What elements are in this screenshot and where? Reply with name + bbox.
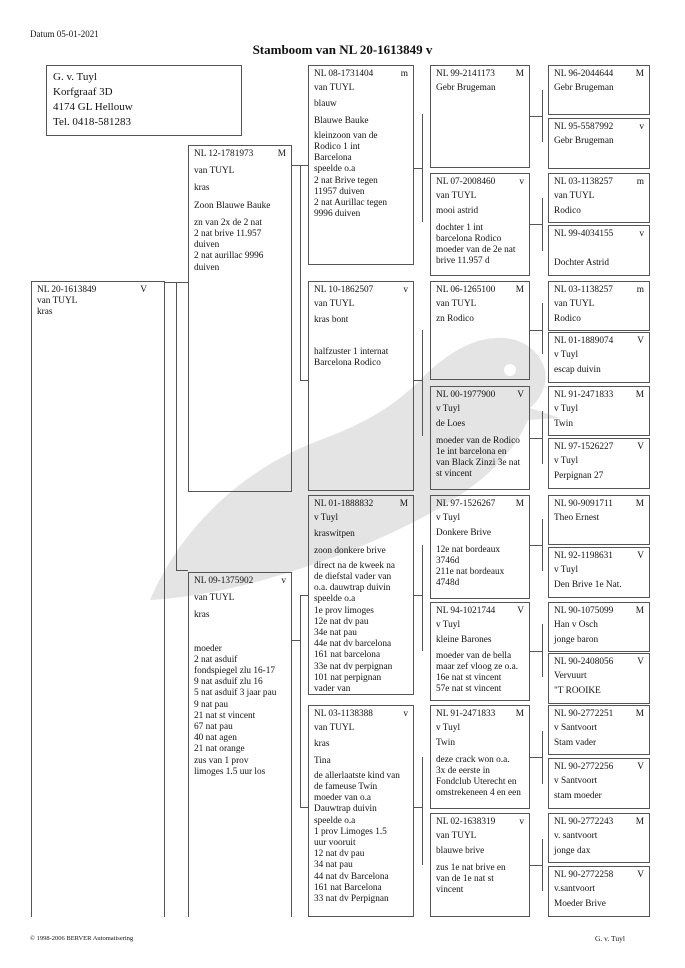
- breeder: van TUYL: [194, 593, 235, 604]
- breeder: v Tuyl: [436, 404, 461, 415]
- color: kleine Barones: [436, 635, 492, 646]
- owner-name: G. v. Tuyl: [53, 71, 97, 83]
- sex: M: [399, 499, 408, 509]
- sex: V: [517, 606, 524, 616]
- sex: M: [515, 499, 524, 509]
- subject-ring: NL 20-1613849: [37, 285, 97, 295]
- line-1: Theo Ernest: [554, 513, 600, 524]
- gen4-box-7: [548, 386, 650, 436]
- gen4-box-5: [548, 281, 650, 331]
- color: kras: [314, 739, 330, 750]
- pigeon-name: zoon donkere brive: [314, 545, 386, 556]
- date-label: Datum 05-01-2021: [30, 29, 99, 39]
- subject-sex: V: [140, 285, 147, 295]
- breeder: v Tuyl: [436, 723, 461, 734]
- ring: NL 91-2471833: [554, 390, 614, 400]
- line-2: Rodico: [554, 314, 581, 325]
- line-1: v Tuyl: [554, 404, 579, 415]
- gen4-box-4: [548, 225, 650, 276]
- color: kraswitpen: [314, 529, 355, 540]
- ring: NL 90-2772258: [554, 870, 614, 880]
- line-2: Moeder Brive: [554, 899, 606, 910]
- sex: M: [277, 149, 286, 159]
- sex: M: [635, 69, 644, 79]
- ring: NL 90-2772243: [554, 817, 614, 827]
- sex: v: [403, 709, 408, 719]
- breeder: van TUYL: [436, 831, 477, 842]
- breeder: Gebr Brugeman: [436, 83, 496, 94]
- footer-owner: G. v. Tuyl: [595, 934, 625, 943]
- sex: v: [403, 285, 408, 295]
- gen1-mother-box: [188, 572, 292, 917]
- breeder: v Tuyl: [314, 513, 339, 524]
- remark: direct na de kweek na de diefstal vader van o.a. dauwtrap duivin speelde o.a 1e prov limoges 12e nat dv pau 34e nat pau 44e nat dv barcelona 161 nat barcelona 33e nat dv perpignan 101 nat perpignan vader van: [314, 560, 396, 695]
- gen1-father-box: [188, 145, 292, 492]
- ring: NL 02-1638319: [436, 817, 496, 827]
- sex: M: [635, 817, 644, 827]
- gen4-box-1: [548, 65, 650, 115]
- line-2: "T ROOIKE: [554, 686, 601, 697]
- breeder: van TUYL: [314, 299, 355, 310]
- sex: v: [519, 177, 524, 187]
- line-1: Gebr Brugeman: [554, 83, 614, 94]
- gen4-box-14: [548, 758, 650, 809]
- gen4-box-2: [548, 118, 650, 169]
- color: de Loes: [436, 419, 466, 430]
- color: kras: [194, 610, 210, 621]
- sex: M: [515, 709, 524, 719]
- ring: NL 94-1021744: [436, 606, 496, 616]
- ring: NL 90-2772256: [554, 762, 614, 772]
- sex: V: [637, 762, 644, 772]
- color: kras bont: [314, 315, 349, 326]
- line-1: v Tuyl: [554, 565, 579, 576]
- gen3-box-3: [430, 281, 530, 380]
- color: Donkere Brive: [436, 528, 491, 539]
- line-2: Stam vader: [554, 738, 597, 749]
- gen4-box-9: [548, 495, 650, 545]
- gen3-box-4: [430, 386, 530, 490]
- remark: halfzuster 1 internat Barcelona Rodico: [314, 346, 389, 368]
- sex: m: [636, 177, 644, 187]
- sex: v: [281, 576, 286, 586]
- ring: NL 03-1138257: [554, 285, 613, 295]
- line-1: van TUYL: [554, 191, 595, 202]
- pigeon-name: Zoon Blauwe Bauke: [194, 200, 271, 211]
- line-1: v Santvoort: [554, 723, 598, 734]
- sex: V: [637, 442, 644, 452]
- ring: NL 97-1526267: [436, 499, 496, 509]
- ring: NL 90-9091711: [554, 499, 613, 509]
- line-1: v. santvoort: [554, 831, 598, 842]
- gen3-box-2: [430, 173, 530, 276]
- gen2-box-2: [308, 281, 414, 491]
- gen3-box-1: [430, 65, 530, 168]
- breeder: van TUYL: [314, 83, 355, 94]
- owner-phone: Tel. 0418-581283: [53, 116, 132, 128]
- remark: dochter 1 int barcelona Rodico moeder van de 2e nat brive 11.957 d: [436, 222, 516, 267]
- gen2-box-3: [308, 495, 414, 695]
- owner-street: Korfgraaf 3D: [53, 86, 113, 98]
- breeder: van TUYL: [436, 299, 477, 310]
- ring: NL 95-5587992: [554, 122, 614, 132]
- sex: V: [637, 870, 644, 880]
- gen2-box-1: [308, 65, 414, 265]
- gen4-box-15: [548, 813, 650, 863]
- ring: NL 91-2471833: [436, 709, 496, 719]
- line-2: jonge dax: [554, 846, 591, 857]
- line-1: Han v Osch: [554, 620, 598, 631]
- line-1: v.santvoort: [554, 884, 595, 895]
- remark: zn van 2x de 2 nat 2 nat brive 11.957 duiven 2 nat aurillac 9996 duiven: [194, 217, 264, 273]
- remark: moeder van de Rodico 1e int barcelona en van Black Zinzi 3e nat st vincent: [436, 435, 521, 480]
- subject-breeder: van TUYL: [37, 296, 78, 307]
- remark: de allerlaatste kind van de fameuse Twin moeder van o.a Dauwtrap duivin speelde o.a 1 prov Limoges 1.5 uur vooruit 12 nat dv pau 34 nat pau 44 nat dv Barcelona 161 nat Barcelona 33 nat dv Perpignan: [314, 770, 400, 905]
- line-1: [554, 243, 644, 254]
- subject-box: [31, 281, 165, 917]
- gen3-box-7: [430, 705, 530, 809]
- line-2: Den Brive 1e Nat.: [554, 580, 622, 591]
- ring: NL 97-1526227: [554, 442, 614, 452]
- ring: NL 99-4034155: [554, 229, 614, 239]
- breeder: van TUYL: [194, 166, 235, 177]
- ring: NL 90-2772251: [554, 709, 614, 719]
- line-2: Rodico: [554, 206, 581, 217]
- owner-city: 4174 GL Hellouw: [53, 101, 133, 113]
- remark: moeder van de bella maar zef vloog ze o.a. 16e nat st vincent 57e nat st vincent: [436, 650, 519, 695]
- color: blauw: [314, 99, 337, 110]
- line-2: Dochter Astrid: [554, 258, 609, 269]
- gen4-box-10: [548, 547, 650, 598]
- subject-color: kras: [37, 307, 53, 318]
- sex: v: [519, 817, 524, 827]
- gen4-box-13: [548, 705, 650, 755]
- ring: NL 12-1781973: [194, 149, 254, 159]
- sex: v: [639, 122, 644, 132]
- line-2: stam moeder: [554, 791, 602, 802]
- sex: m: [636, 285, 644, 295]
- ring: NL 90-2408056: [554, 657, 614, 667]
- ring: NL 10-1862507: [314, 285, 374, 295]
- gen4-box-8: [548, 438, 650, 489]
- line-2: Perpignan 27: [554, 471, 604, 482]
- gen2-box-4: [308, 705, 414, 917]
- line-1: van TUYL: [554, 299, 595, 310]
- sex: V: [637, 551, 644, 561]
- gen3-box-5: [430, 495, 530, 599]
- remark: kleinzoon van de Rodico 1 int Barcelona speelde o.a 2 nat Brive tegen 11957 duiven 2 nat Aurillac tegen 9996 duiven: [314, 130, 388, 220]
- line-1: Gebr Brugeman: [554, 136, 614, 147]
- ring: NL 90-1075099: [554, 606, 614, 616]
- ring: NL 00-1977900: [436, 390, 496, 400]
- pigeon-name: Blauwe Bauke: [314, 115, 369, 126]
- gen4-box-12: [548, 653, 650, 704]
- color: zn Rodico: [436, 314, 474, 325]
- gen4-box-6: [548, 332, 650, 383]
- line-1: Vervuurt: [554, 671, 587, 682]
- page-title: Stamboom van NL 20-1613849 v: [252, 42, 433, 57]
- color: kras: [194, 183, 210, 194]
- ring: NL 01-1889074: [554, 336, 614, 346]
- sex: M: [635, 390, 644, 400]
- sex: M: [635, 709, 644, 719]
- remark: 12e nat bordeaux 3746d 211e nat bordeaux 4748d: [436, 544, 505, 589]
- remark: deze crack won o.a. 3x de eerste in Fondclub Uterecht en omstrekeneen 4 en een: [436, 754, 521, 799]
- ring: NL 08-1731404: [314, 69, 374, 79]
- pigeon-name: Tina: [314, 755, 331, 766]
- sex: V: [637, 336, 644, 346]
- sex: v: [639, 229, 644, 239]
- line-2: escap duivin: [554, 365, 601, 376]
- gen4-box-3: [548, 173, 650, 223]
- line-1: v Tuyl: [554, 456, 579, 467]
- color: blauwe brive: [436, 846, 485, 857]
- sex: M: [635, 499, 644, 509]
- sex: M: [515, 285, 524, 295]
- gen3-box-6: [430, 602, 530, 701]
- gen4-box-11: [548, 602, 650, 652]
- ring: NL 99-2141173: [436, 69, 495, 79]
- sex: V: [517, 390, 524, 400]
- line-1: v Santvoort: [554, 776, 598, 787]
- ring: NL 06-1265100: [436, 285, 496, 295]
- ring: NL 09-1375902: [194, 576, 254, 586]
- ring: NL 03-1138257: [554, 177, 613, 187]
- line-2: Twin: [554, 419, 573, 430]
- line-1: v Tuyl: [554, 350, 579, 361]
- gen4-box-16: [548, 866, 650, 917]
- ring: NL 03-1138388: [314, 709, 373, 719]
- breeder: v Tuyl: [436, 513, 461, 524]
- ring: NL 96-2044644: [554, 69, 614, 79]
- sex: M: [515, 69, 524, 79]
- ring: NL 92-1198631: [554, 551, 613, 561]
- line-2: jonge baron: [554, 635, 599, 646]
- sex: m: [400, 69, 408, 79]
- ring: NL 07-2008460: [436, 177, 496, 187]
- ring: NL 01-1888832: [314, 499, 374, 509]
- breeder: van TUYL: [314, 723, 355, 734]
- sex: V: [637, 657, 644, 667]
- remark: moeder 2 nat asduif fondspiegel zlu 16-17 9 nat asduif zlu 16 5 nat asduif 3 jaar pau 9 nat pau 21 nat st vincent 67 nat pau 40 nat agen 21 nat orange zus van 1 prov limoges 1.5 uur los: [194, 643, 277, 777]
- sex: M: [635, 606, 644, 616]
- footer-copyright: © 1998-2006 BERVER Automatisering: [30, 935, 134, 942]
- remark: zus 1e nat brive en van de 1e nat st vincent: [436, 862, 506, 896]
- color: mooi astrid: [436, 206, 479, 217]
- color: Twin: [436, 738, 455, 749]
- gen3-box-8: [430, 813, 530, 917]
- breeder: van TUYL: [436, 191, 477, 202]
- breeder: v Tuyl: [436, 620, 461, 631]
- owner-box: [46, 65, 242, 136]
